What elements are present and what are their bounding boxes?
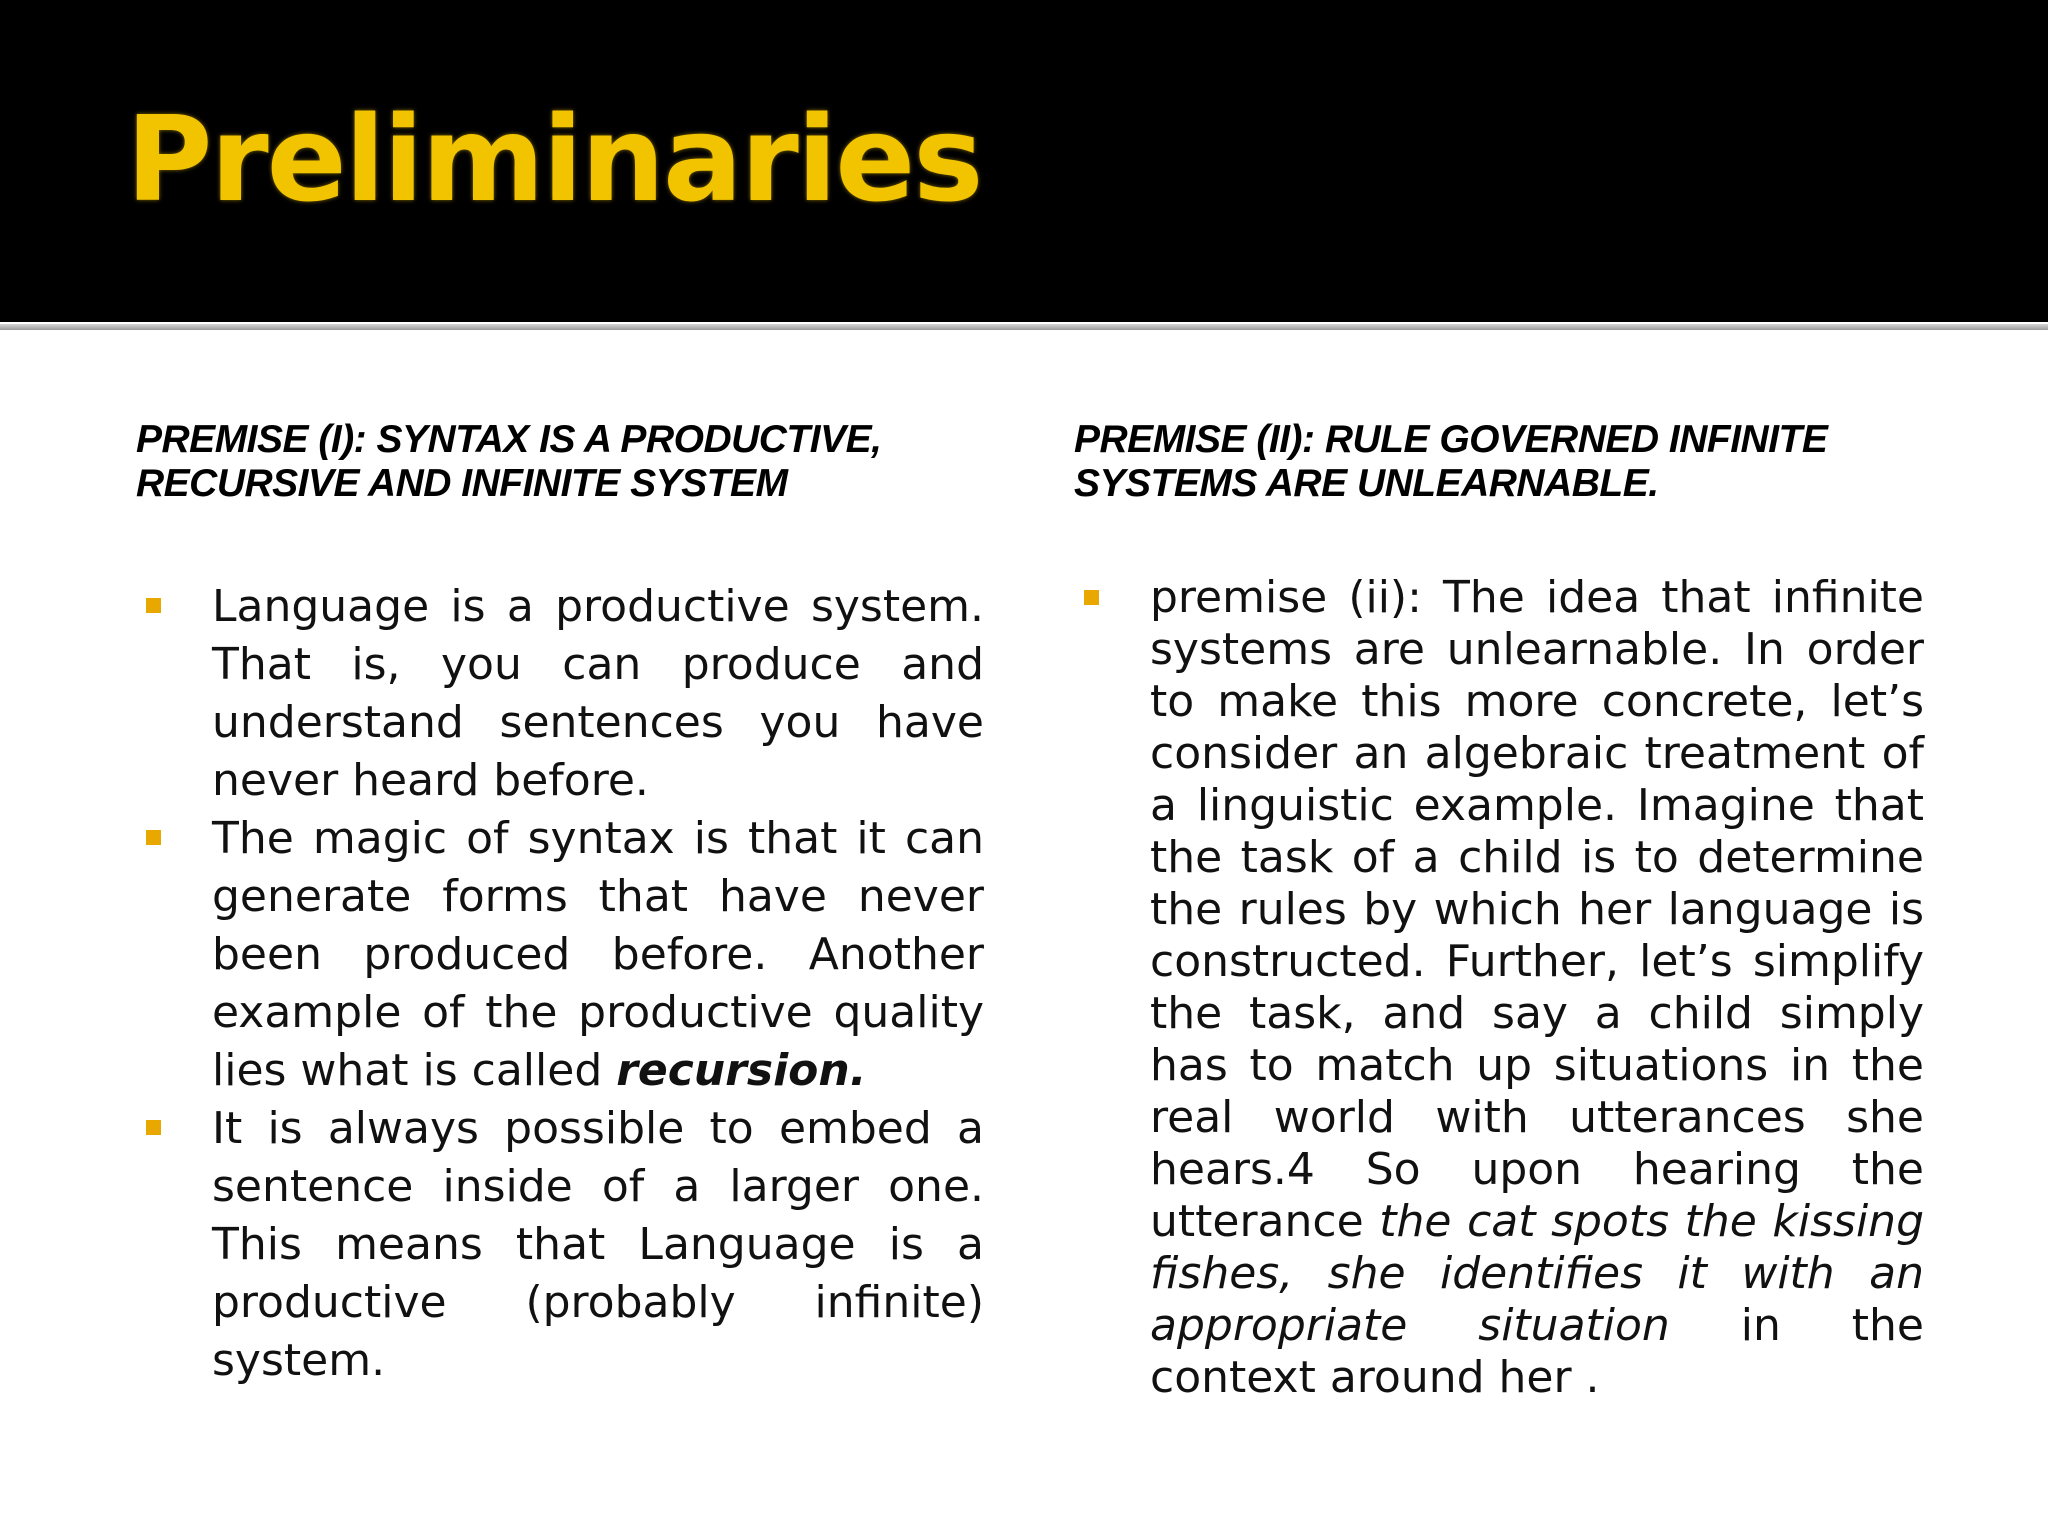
square-bullet-icon bbox=[1084, 590, 1099, 605]
title-divider bbox=[0, 324, 2048, 330]
list-item bbox=[1074, 572, 1924, 1404]
list-item bbox=[136, 578, 984, 810]
slide-title: Preliminaries bbox=[126, 90, 982, 228]
bullet-text bbox=[212, 810, 984, 1100]
right-column bbox=[1074, 418, 1924, 1404]
left-heading-line-2: RECURSIVE AND INFINITE SYSTEM bbox=[136, 462, 788, 505]
bullet-text bbox=[1150, 572, 1924, 1404]
bullet-text: Language is a productive system. That is, you can produce and understand sentences you have never heard before. bbox=[212, 581, 984, 806]
left-heading-line-1: PREMISE (I): SYNTAX IS A PRODUCTIVE, bbox=[136, 418, 882, 461]
square-bullet-icon bbox=[146, 1120, 161, 1135]
bullet-text-part-2: in the real world with utterances she hears.4 So upon hearing the utterance bbox=[1150, 1040, 1924, 1247]
list-item bbox=[136, 1100, 984, 1390]
bullet-text-part-3: in the context around her . bbox=[1150, 1300, 1924, 1403]
square-bullet-icon bbox=[146, 830, 161, 845]
bullet-text: It is always possible to embed a sentence inside of a larger one. This means that Language is a productive (probably infinite) system. bbox=[212, 1103, 984, 1386]
bullet-text-part-1: premise (ii): The idea that infinite systems are unlearnable. In order to make this more concrete, let’s consider an algebraic treatment of a linguistic example. Imagine that the task of a child is to determine the rules by which her language is constructed. Further, let’s simplify the task, and say a child simply has to match up situations bbox=[1150, 572, 1924, 1091]
list-item bbox=[136, 810, 984, 1100]
right-heading-line-1: PREMISE (II): RULE GOVERNED INFINITE bbox=[1074, 418, 1828, 461]
recursion-emphasis: recursion. bbox=[616, 1045, 867, 1096]
left-column bbox=[136, 418, 984, 1390]
right-bullet-list bbox=[1074, 572, 1924, 1404]
left-column-heading bbox=[136, 418, 984, 506]
bullet-text-body: The magic of syntax is that it can generate forms that have never been produced before. Another example of the productive quality lies what is called bbox=[212, 813, 984, 1096]
example-sentence-italic: the cat spots the kissing fishes, she identifies it with an appropriate situation bbox=[1150, 1196, 1925, 1351]
right-heading-line-2: SYSTEMS ARE UNLEARNABLE. bbox=[1074, 462, 1659, 505]
left-bullet-list bbox=[136, 578, 984, 1390]
square-bullet-icon bbox=[146, 598, 161, 613]
right-column-heading bbox=[1074, 418, 1924, 506]
